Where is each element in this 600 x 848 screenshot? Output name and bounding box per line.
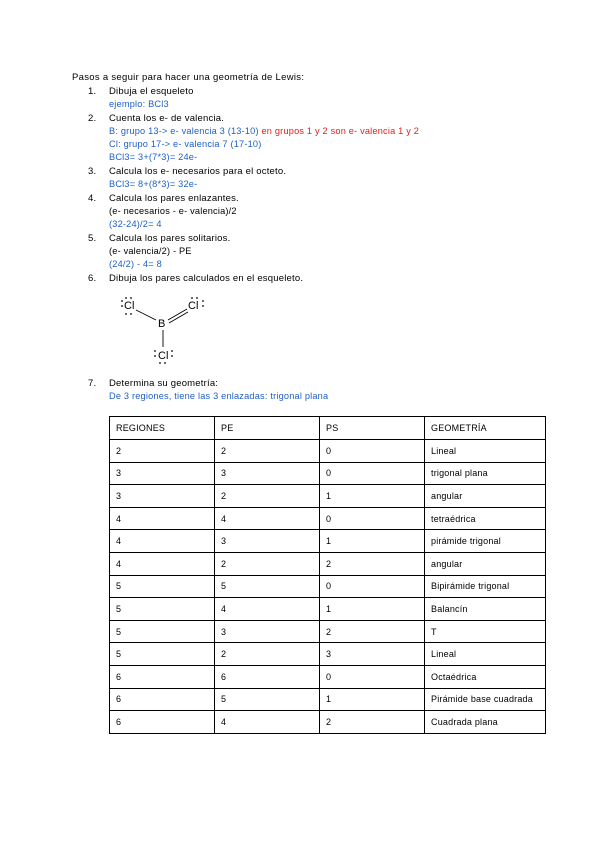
cell-pe: 2 <box>215 552 320 575</box>
cell-geometria: pirámide trigonal <box>425 530 546 553</box>
needed-total-line: BCl3= 8+(8*3)= 32e- <box>109 179 198 189</box>
cell-ps: 1 <box>320 530 425 553</box>
table-row <box>110 440 546 463</box>
step-4 <box>88 193 239 204</box>
cell-geometria: Octaédrica <box>425 665 546 688</box>
geometry-table <box>109 416 546 734</box>
cell-regiones: 5 <box>110 643 215 666</box>
step-5 <box>88 233 230 244</box>
cell-regiones: 4 <box>110 552 215 575</box>
lone-result-line: (24/2) - 4= 8 <box>109 259 162 269</box>
step-1 <box>88 86 194 97</box>
cell-geometria: Bipirámide trigonal <box>425 575 546 598</box>
groups-note-text: en grupos 1 y 2 son e- valencia 1 y 2 <box>258 126 420 136</box>
cell-ps: 0 <box>320 507 425 530</box>
table-row <box>110 688 546 711</box>
cell-geometria: angular <box>425 552 546 575</box>
cell-geometria: Pirámide base cuadrada <box>425 688 546 711</box>
valence-total-line: BCl3= 3+(7*3)= 24e- <box>109 152 198 162</box>
lone-pair-dot <box>202 305 204 307</box>
single-bond-line <box>136 310 156 320</box>
lone-pair-dot <box>121 305 123 307</box>
lone-formula-line: (e- valencia/2) - PE <box>109 246 192 256</box>
cell-geometria: Cuadrada plana <box>425 711 546 734</box>
step-number: 3. <box>88 166 97 177</box>
table-row <box>110 462 546 485</box>
step-text: Dibuja el esqueleto <box>109 86 194 97</box>
cell-geometria: Balancín <box>425 598 546 621</box>
step-number: 4. <box>88 193 97 204</box>
cell-regiones: 4 <box>110 530 215 553</box>
cell-ps: 2 <box>320 620 425 643</box>
boron-label: B <box>158 318 166 330</box>
cell-ps: 0 <box>320 462 425 485</box>
header-regiones: REGIONES <box>110 417 215 440</box>
step-number: 1. <box>88 86 97 97</box>
step-text: Dibuja los pares calculados en el esqueleto. <box>109 273 304 284</box>
step-text: Cuenta los e- de valencia. <box>109 113 225 124</box>
cell-regiones: 5 <box>110 598 215 621</box>
step-text: Calcula los e- necesarios para el octeto. <box>109 166 287 177</box>
cell-regiones: 6 <box>110 665 215 688</box>
cell-pe: 5 <box>215 688 320 711</box>
cell-pe: 3 <box>215 462 320 485</box>
table-row <box>110 552 546 575</box>
cell-geometria: T <box>425 620 546 643</box>
cell-regiones: 6 <box>110 688 215 711</box>
cell-ps: 2 <box>320 552 425 575</box>
header-pe: PE <box>215 417 320 440</box>
lone-pair-dot <box>125 297 127 299</box>
cell-ps: 1 <box>320 485 425 508</box>
cell-regiones: 2 <box>110 440 215 463</box>
bonding-result-line: (32-24)/2= 4 <box>109 219 162 229</box>
cell-ps: 2 <box>320 711 425 734</box>
step-number: 2. <box>88 113 97 124</box>
lone-pair-dot <box>154 355 156 357</box>
lone-pair-dot <box>164 362 166 364</box>
cell-pe: 3 <box>215 620 320 643</box>
cell-pe: 5 <box>215 575 320 598</box>
lone-pair-dot <box>196 297 198 299</box>
table-row <box>110 711 546 734</box>
example-line: ejemplo: BCl3 <box>109 99 169 109</box>
cell-pe: 4 <box>215 598 320 621</box>
cell-regiones: 6 <box>110 711 215 734</box>
header-ps: PS <box>320 417 425 440</box>
cell-pe: 4 <box>215 507 320 530</box>
lewis-structure-diagram <box>112 290 222 365</box>
cell-geometria: tetraédrica <box>425 507 546 530</box>
cell-regiones: 4 <box>110 507 215 530</box>
cell-ps: 0 <box>320 440 425 463</box>
page-title: Pasos a seguir para hacer una geometría de Lewis: <box>72 72 305 83</box>
cell-ps: 3 <box>320 643 425 666</box>
cell-geometria: Lineal <box>425 643 546 666</box>
lone-pair-dot <box>159 362 161 364</box>
step-6 <box>88 273 303 284</box>
step-text: Determina su geometría: <box>109 378 219 389</box>
cell-pe: 6 <box>215 665 320 688</box>
boron-valence-line <box>109 126 419 136</box>
table-row <box>110 598 546 621</box>
lone-pair-dot <box>125 313 127 315</box>
cell-pe: 2 <box>215 643 320 666</box>
table-row <box>110 575 546 598</box>
table-row <box>110 485 546 508</box>
table-header-row <box>110 417 546 440</box>
lone-pair-dot <box>130 297 132 299</box>
cell-ps: 1 <box>320 688 425 711</box>
step-3 <box>88 166 286 177</box>
cell-ps: 1 <box>320 598 425 621</box>
cell-pe: 3 <box>215 530 320 553</box>
step-number: 7. <box>88 378 97 389</box>
lone-pair-dot <box>171 355 173 357</box>
cell-geometria: Lineal <box>425 440 546 463</box>
chlorine-left-label: Cl <box>124 300 135 312</box>
cell-pe: 2 <box>215 440 320 463</box>
cell-regiones: 3 <box>110 485 215 508</box>
step-text: Calcula los pares solitarios. <box>109 233 231 244</box>
chlorine-valence-line: Cl: grupo 17-> e- valencia 7 (17-10) <box>109 139 262 149</box>
step-number: 5. <box>88 233 97 244</box>
cell-ps: 0 <box>320 575 425 598</box>
lone-pair-dot <box>121 300 123 302</box>
table-row <box>110 620 546 643</box>
cell-regiones: 5 <box>110 620 215 643</box>
cell-regiones: 5 <box>110 575 215 598</box>
cell-geometria: angular <box>425 485 546 508</box>
cell-pe: 2 <box>215 485 320 508</box>
chlorine-bottom-label: Cl <box>158 350 169 362</box>
lone-pair-dot <box>202 300 204 302</box>
header-geometria: GEOMETRÍA <box>425 417 546 440</box>
boron-valence-text: B: grupo 13-> e- valencia 3 (13-10) <box>109 126 259 136</box>
table-row <box>110 507 546 530</box>
cell-pe: 4 <box>215 711 320 734</box>
lone-pair-dot <box>171 350 173 352</box>
table-row <box>110 665 546 688</box>
cell-regiones: 3 <box>110 462 215 485</box>
cell-ps: 0 <box>320 665 425 688</box>
chlorine-right-label: Cl <box>188 300 199 312</box>
lone-pair-dot <box>154 350 156 352</box>
lone-pair-dot <box>130 313 132 315</box>
step-2 <box>88 113 224 124</box>
geometry-result-line: De 3 regiones, tiene las 3 enlazadas: trigonal plana <box>109 391 329 401</box>
cell-geometria: trigonal plana <box>425 462 546 485</box>
table-row <box>110 530 546 553</box>
table-row <box>110 643 546 666</box>
step-7 <box>88 378 218 389</box>
bonding-formula-line: (e- necesarios - e- valencia)/2 <box>109 206 237 216</box>
lone-pair-dot <box>191 297 193 299</box>
step-number: 6. <box>88 273 97 284</box>
step-text: Calcula los pares enlazantes. <box>109 193 239 204</box>
